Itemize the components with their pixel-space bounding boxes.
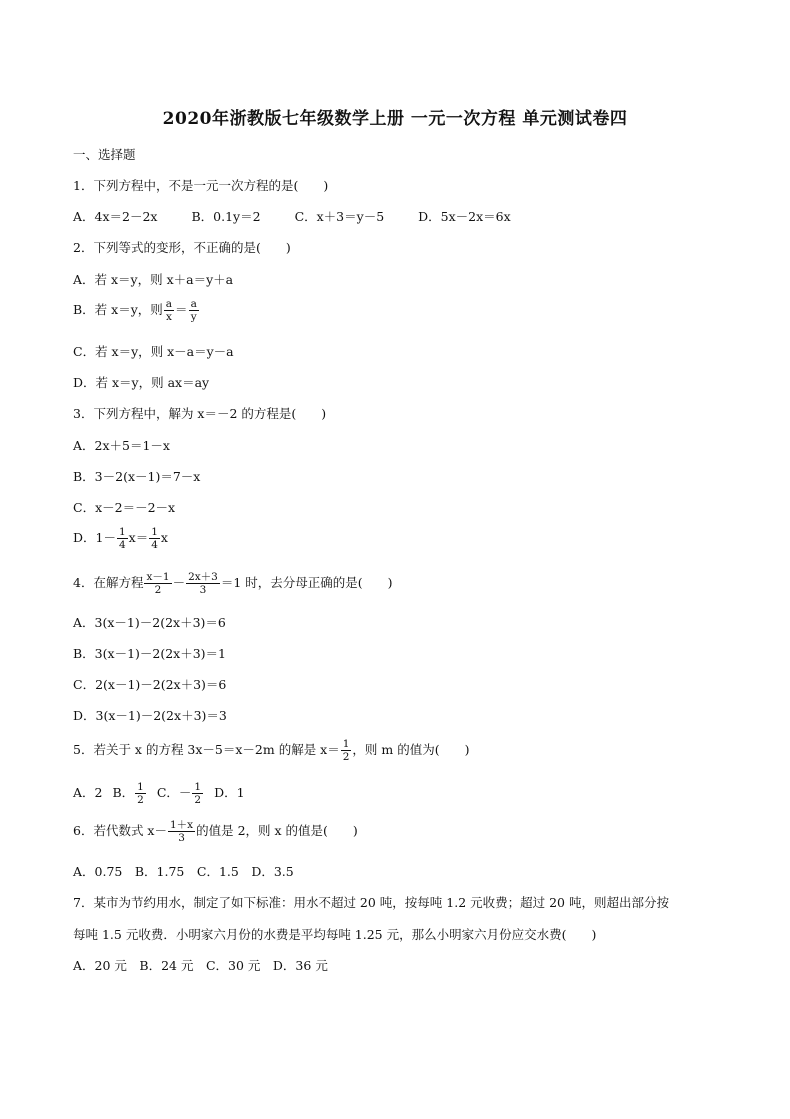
q1-option-c: C．x＋3＝y－5 (294, 209, 385, 224)
q4-option-a: A．3(x－1)－2(2x＋3)＝6 (73, 615, 226, 630)
question-6-options: A．0.75 B．1.75 C．1.5 D．3.5 (73, 864, 294, 879)
q5-option-a: A．2 (73, 785, 103, 800)
fraction-denominator: 2 (194, 794, 202, 806)
q2-option-c: C．若 x＝y，则 x－a＝y－a (73, 344, 234, 359)
fraction-numerator: 1 (118, 526, 126, 538)
question-6-stem (73, 819, 358, 844)
fraction-denominator: 3 (186, 583, 220, 596)
q6-stem-suffix: 的值是 2，则 x 的值是( ) (196, 823, 358, 838)
q5-option-b (112, 781, 146, 806)
fraction-denominator: 2 (144, 583, 171, 596)
q3-option-d-prefix: D．1－ (73, 530, 116, 545)
q2-option-b (73, 298, 200, 323)
question-5-options (73, 781, 245, 806)
question-5-stem (73, 738, 469, 763)
q3-option-b: B．3－2(x－1)＝7－x (73, 469, 201, 484)
q3-option-c: C．x－2＝－2－x (73, 500, 176, 515)
q6-fraction-1-plus-x-over-3 (168, 819, 195, 844)
q2-fraction-a-over-x (164, 298, 174, 323)
q3-option-a: A．2x＋5＝1－x (73, 438, 170, 453)
question-7-options: A．20 元 B．24 元 C．30 元 D．36 元 (73, 958, 328, 973)
question-7-stem-line-1: 7．某市为节约用水，制定了如下标准：用水不超过 20 吨，按每吨 1.2 元收费；超过 20 吨，则超出部分按 (73, 895, 669, 910)
fraction-denominator: y (189, 310, 199, 323)
fraction-numerator: 1 (137, 781, 144, 793)
q5-fraction-one-half (341, 738, 352, 763)
q4-fraction-2x-plus-3-over-3 (186, 571, 220, 596)
q5-option-c-fraction (192, 781, 203, 806)
q3-fraction-one-quarter-2 (149, 526, 160, 551)
q5-option-c-prefix: C．－ (156, 785, 192, 800)
q5-stem-prefix: 5．若关于 x 的方程 3x－5＝x－2m 的解是 x＝ (73, 742, 340, 757)
q3-option-d-suffix: x (160, 530, 168, 545)
q2-fraction-a-over-y (189, 298, 199, 323)
fraction-denominator: 2 (137, 794, 144, 806)
q1-option-d: D．5x－2x＝6x (418, 209, 511, 224)
fraction-denominator: 3 (168, 831, 195, 844)
q4-option-b: B．3(x－1)－2(2x＋3)＝1 (73, 646, 227, 661)
q2-option-d: D．若 x＝y，则 ax＝ay (73, 375, 210, 390)
q5-option-b-prefix: B． (112, 785, 135, 800)
fraction-denominator: x (164, 310, 174, 323)
question-1-stem: 1．下列方程中，不是一元一次方程的是( ) (73, 178, 329, 193)
section-heading: 一、选择题 (73, 147, 136, 162)
q6-stem-prefix: 6．若代数式 x－ (73, 823, 167, 838)
fraction-numerator: 1 (194, 781, 202, 793)
q2-option-b-prefix: B．若 x＝y，则 (73, 302, 163, 317)
q2-option-a: A．若 x＝y，则 x＋a＝y＋a (73, 272, 234, 287)
q4-fraction-x-minus-1-over-2 (144, 571, 171, 596)
fraction-numerator: a (165, 298, 173, 310)
question-2-stem: 2．下列等式的变形，不正确的是( ) (73, 240, 291, 255)
fraction-numerator: 2x＋3 (188, 571, 218, 583)
q4-stem-prefix: 4．在解方程 (73, 575, 144, 590)
q4-option-d: D．3(x－1)－2(2x＋3)＝3 (73, 708, 227, 723)
q5-option-d: D．1 (214, 785, 245, 800)
q5-option-b-fraction (135, 781, 146, 806)
question-7-stem-line-2: 每吨 1.5 元收费．小明家六月份的水费是平均每吨 1.25 元，那么小明家六月份应交水费( ) (73, 927, 597, 942)
fraction-numerator: 1 (342, 738, 350, 750)
fraction-denominator: 4 (118, 539, 126, 551)
q3-option-d-middle: x＝ (128, 530, 149, 545)
fraction-numerator: a (190, 298, 197, 310)
fraction-numerator: x－1 (146, 571, 170, 583)
equals-sign: ＝ (175, 302, 188, 317)
q4-option-c: C．2(x－1)－2(2x＋3)＝6 (73, 677, 227, 692)
fraction-numerator: 1 (151, 526, 158, 538)
question-1-options (73, 209, 511, 225)
q3-option-d (73, 526, 168, 551)
fraction-denominator: 2 (342, 751, 350, 763)
q5-option-c (156, 781, 204, 806)
q1-option-a: A．4x＝2－2x (73, 209, 158, 224)
fraction-numerator: 1＋x (169, 819, 194, 831)
q1-option-b: B．0.1y＝2 (191, 209, 261, 224)
minus-sign: － (172, 575, 186, 590)
question-3-stem: 3．下列方程中，解为 x＝－2 的方程是( ) (73, 406, 327, 421)
q4-stem-suffix: ＝1 时，去分母正确的是( ) (220, 575, 393, 590)
fraction-denominator: 4 (151, 539, 158, 551)
q3-fraction-one-quarter (117, 526, 128, 551)
exam-title: 2020年浙教版七年级数学上册 一元一次方程 单元测试卷四 (162, 109, 628, 129)
question-4-stem (73, 571, 393, 596)
q5-stem-suffix: ，则 m 的值为( ) (352, 742, 470, 757)
